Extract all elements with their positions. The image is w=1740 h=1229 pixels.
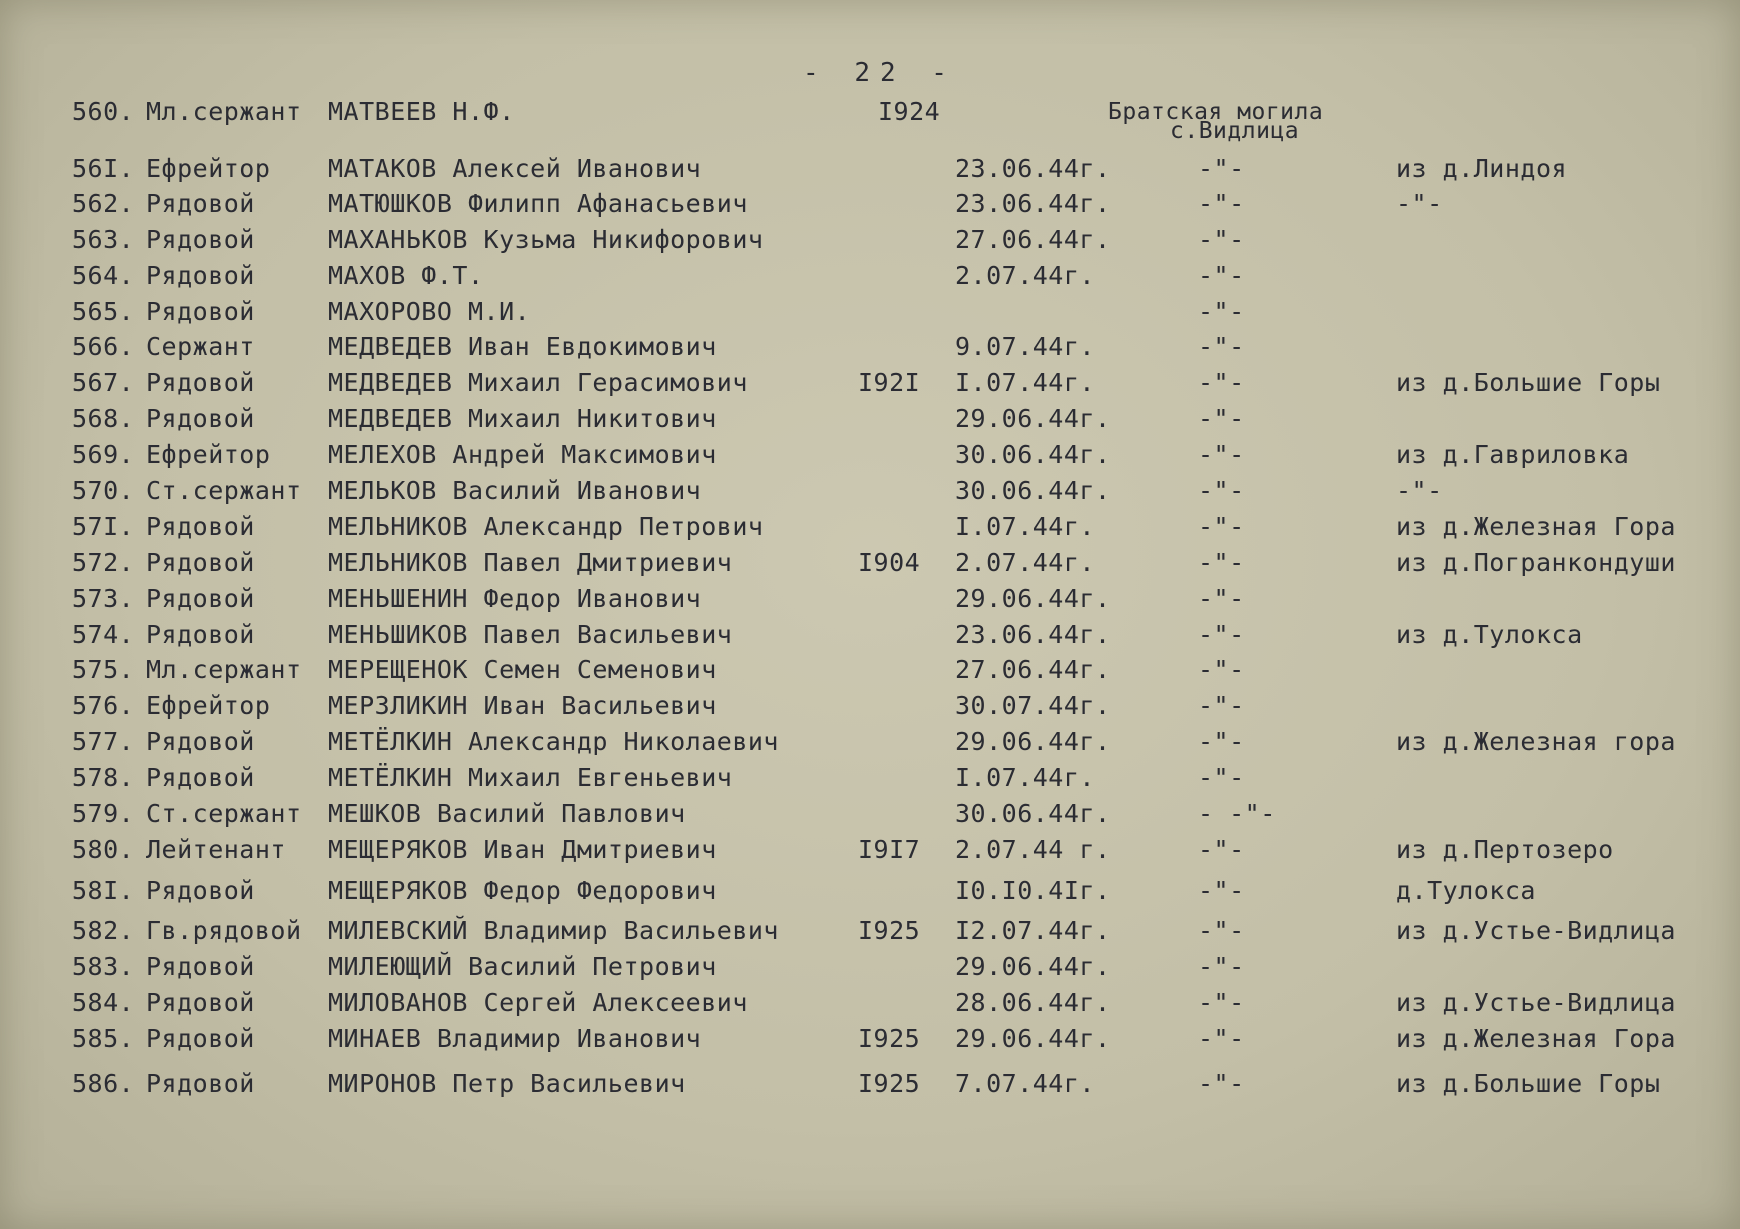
list-item <box>0 366 1740 400</box>
burial-place: -"- <box>1198 988 1245 1017</box>
rank: Рядовой <box>146 368 255 397</box>
death-date: 29.06.44г. <box>955 584 1111 613</box>
list-item <box>0 618 1740 652</box>
death-date: I2.07.44г. <box>955 916 1111 945</box>
birth-year: I9I7 <box>858 835 921 864</box>
full-name: МЕРЗЛИКИН Иван Васильевич <box>328 691 717 720</box>
rank: Сержант <box>146 332 255 361</box>
row-number: 563. <box>72 225 135 254</box>
list-item <box>0 546 1740 580</box>
list-item <box>0 1022 1740 1056</box>
full-name: МЕТЁЛКИН Александр Николаевич <box>328 727 779 756</box>
rank: Ст.сержант <box>146 476 302 505</box>
row-number: 583. <box>72 952 135 981</box>
rank: Рядовой <box>146 189 255 218</box>
row-number: 586. <box>72 1069 135 1098</box>
burial-place: -"- <box>1198 512 1245 541</box>
grave-header-line2: с.Видлица <box>1170 118 1300 144</box>
burial-place: -"- <box>1198 297 1245 326</box>
death-date: 23.06.44г. <box>955 620 1111 649</box>
birth-year: I925 <box>858 1069 921 1098</box>
death-date: 30.07.44г. <box>955 691 1111 720</box>
row-number: 580. <box>72 835 135 864</box>
rank: Рядовой <box>146 584 255 613</box>
rank: Рядовой <box>146 297 255 326</box>
death-date: 23.06.44г. <box>955 154 1111 183</box>
origin-place: из д.Гавриловка <box>1396 440 1630 469</box>
row-number: 582. <box>72 916 135 945</box>
burial-place: -"- <box>1198 655 1245 684</box>
death-date: 29.06.44г. <box>955 404 1111 433</box>
full-name: МАХАНЬКОВ Кузьма Никифорович <box>328 225 764 254</box>
rank: Рядовой <box>146 876 255 905</box>
burial-place: -"- <box>1198 916 1245 945</box>
list-item <box>0 152 1740 186</box>
rank: Ст.сержант <box>146 799 302 828</box>
full-name: МЕРЕЩЕНОК Семен Семенович <box>328 655 717 684</box>
burial-place: -"- <box>1198 691 1245 720</box>
full-name: МАХОРОВО М.И. <box>328 297 531 326</box>
list-item <box>0 761 1740 795</box>
burial-place: -"- <box>1198 1024 1245 1053</box>
burial-place: -"- <box>1198 620 1245 649</box>
full-name: МИЛОВАНОВ Сергей Алексеевич <box>328 988 748 1017</box>
page-number: - 22 - <box>803 58 957 88</box>
rank: Рядовой <box>146 548 255 577</box>
row-number: 566. <box>72 332 135 361</box>
full-name: МЕШКОВ Василий Павлович <box>328 799 686 828</box>
row-number: 56I. <box>72 154 135 183</box>
rank: Рядовой <box>146 225 255 254</box>
death-date: 27.06.44г. <box>955 655 1111 684</box>
rank: Ефрейтор <box>146 440 271 469</box>
origin-place: из д.Устье-Видлица <box>1396 988 1676 1017</box>
death-date: 27.06.44г. <box>955 225 1111 254</box>
row-number: 575. <box>72 655 135 684</box>
list-item <box>0 725 1740 759</box>
death-date: 2.07.44г. <box>955 261 1095 290</box>
list-item <box>0 653 1740 687</box>
row-number: 578. <box>72 763 135 792</box>
row-number: 584. <box>72 988 135 1017</box>
death-date: I0.I0.4Iг. <box>955 876 1111 905</box>
death-date: 9.07.44г. <box>955 332 1095 361</box>
full-name: МИЛЕЮЩИЙ Василий Петрович <box>328 952 717 981</box>
list-item <box>0 689 1740 723</box>
burial-place: -"- <box>1198 548 1245 577</box>
rank: Ефрейтор <box>146 154 271 183</box>
full-name: МАХОВ Ф.Т. <box>328 261 484 290</box>
birth-year: I904 <box>858 548 921 577</box>
row-number: 57I. <box>72 512 135 541</box>
death-date: 30.06.44г. <box>955 476 1111 505</box>
list-item <box>0 223 1740 257</box>
full-name: МИРОНОВ Петр Васильевич <box>328 1069 686 1098</box>
burial-place: -"- <box>1198 332 1245 361</box>
list-item <box>0 295 1740 329</box>
burial-place: -"- <box>1198 225 1245 254</box>
rank: Лейтенант <box>146 835 286 864</box>
row-number: 569. <box>72 440 135 469</box>
list-item <box>0 986 1740 1020</box>
full-name: МЕДВЕДЕВ Михаил Никитович <box>328 404 717 433</box>
burial-place: -"- <box>1198 876 1245 905</box>
death-date: I.07.44г. <box>955 512 1095 541</box>
full-name: МЕНЬШИКОВ Павел Васильевич <box>328 620 733 649</box>
origin-place: из д.Железная гора <box>1396 727 1676 756</box>
full-name: МЕЛЬНИКОВ Александр Петрович <box>328 512 764 541</box>
full-name: МЕДВЕДЕВ Михаил Герасимович <box>328 368 748 397</box>
row-number: 576. <box>72 691 135 720</box>
list-item <box>0 950 1740 984</box>
row-number: 565. <box>72 297 135 326</box>
burial-place: -"- <box>1198 584 1245 613</box>
burial-place: -"- <box>1198 154 1245 183</box>
rank: Рядовой <box>146 952 255 981</box>
rank: Рядовой <box>146 404 255 433</box>
burial-place: -"- <box>1198 261 1245 290</box>
origin-place: д.Тулокса <box>1396 876 1536 905</box>
burial-place: -"- <box>1198 440 1245 469</box>
row-number: 570. <box>72 476 135 505</box>
full-name: МЕНЬШЕНИН Федор Иванович <box>328 584 702 613</box>
origin-place: из д.Большие Горы <box>1396 1069 1661 1098</box>
full-name: МЕТЁЛКИН Михаил Евгеньевич <box>328 763 733 792</box>
birth-year: I924 <box>878 97 941 126</box>
origin-place: из д.Погранкондуши <box>1396 548 1676 577</box>
origin-place: из д.Железная Гора <box>1396 512 1676 541</box>
list-item <box>0 474 1740 508</box>
death-date: 30.06.44г. <box>955 799 1111 828</box>
burial-place: -"- <box>1198 1069 1245 1098</box>
burial-place: -"- <box>1198 368 1245 397</box>
row-number: 572. <box>72 548 135 577</box>
rank: Рядовой <box>146 261 255 290</box>
burial-place: -"- <box>1198 189 1245 218</box>
rank: Мл.сержант <box>146 655 302 684</box>
birth-year: I925 <box>858 916 921 945</box>
origin-place: из д.Большие Горы <box>1396 368 1661 397</box>
full-name: МЕДВЕДЕВ Иван Евдокимович <box>328 332 717 361</box>
full-name: МЕЩЕРЯКОВ Федор Федорович <box>328 876 717 905</box>
list-item <box>0 914 1740 948</box>
rank: Рядовой <box>146 727 255 756</box>
death-date: 2.07.44г. <box>955 548 1095 577</box>
origin-place: -"- <box>1396 476 1443 505</box>
row-number: 58I. <box>72 876 135 905</box>
death-date: 29.06.44г. <box>955 727 1111 756</box>
rank: Рядовой <box>146 1069 255 1098</box>
list-item <box>0 330 1740 364</box>
grave-header-line1: Братская могила <box>1108 99 1324 125</box>
burial-place: -"- <box>1198 835 1245 864</box>
row-number: 560. <box>72 97 135 126</box>
full-name: МИЛЕВСКИЙ Владимир Васильевич <box>328 916 779 945</box>
full-name: МАТЮШКОВ Филипп Афанасьевич <box>328 189 748 218</box>
burial-place: -"- <box>1198 763 1245 792</box>
birth-year: I92I <box>858 368 921 397</box>
full-name: МЕЩЕРЯКОВ Иван Дмитриевич <box>328 835 717 864</box>
row-number: 574. <box>72 620 135 649</box>
death-date: 2.07.44 г. <box>955 835 1111 864</box>
list-item <box>0 187 1740 221</box>
list-item <box>0 1067 1740 1101</box>
row-number: 567. <box>72 368 135 397</box>
origin-place: из д.Пертозеро <box>1396 835 1614 864</box>
death-date: 29.06.44г. <box>955 952 1111 981</box>
rank: Рядовой <box>146 763 255 792</box>
burial-place: - -"- <box>1198 799 1276 828</box>
full-name: МЕЛЬНИКОВ Павел Дмитриевич <box>328 548 733 577</box>
burial-place: -"- <box>1198 404 1245 433</box>
row-number: 568. <box>72 404 135 433</box>
death-date: 7.07.44г. <box>955 1069 1095 1098</box>
rank: Рядовой <box>146 1024 255 1053</box>
death-date: I.07.44г. <box>955 763 1095 792</box>
row-number: 562. <box>72 189 135 218</box>
row-number: 573. <box>72 584 135 613</box>
list-item <box>0 438 1740 472</box>
burial-place: -"- <box>1198 476 1245 505</box>
list-item <box>0 874 1740 908</box>
row-number: 564. <box>72 261 135 290</box>
list-item <box>0 510 1740 544</box>
list-item <box>0 797 1740 831</box>
row-number: 579. <box>72 799 135 828</box>
full-name: МАТВЕЕВ Н.Ф. <box>328 97 515 126</box>
origin-place: из д.Тулокса <box>1396 620 1583 649</box>
list-item <box>0 582 1740 616</box>
full-name: МИНАЕВ Владимир Иванович <box>328 1024 702 1053</box>
burial-place: -"- <box>1198 952 1245 981</box>
rank: Рядовой <box>146 620 255 649</box>
death-date: 29.06.44г. <box>955 1024 1111 1053</box>
list-item <box>0 833 1740 867</box>
full-name: МАТАКОВ Алексей Иванович <box>328 154 702 183</box>
rank: Рядовой <box>146 512 255 541</box>
death-date: I.07.44г. <box>955 368 1095 397</box>
origin-place: из д.Устье-Видлица <box>1396 916 1676 945</box>
list-item <box>0 259 1740 293</box>
list-item <box>0 402 1740 436</box>
death-date: 30.06.44г. <box>955 440 1111 469</box>
origin-place: -"- <box>1396 189 1443 218</box>
birth-year: I925 <box>858 1024 921 1053</box>
full-name: МЕЛЬКОВ Василий Иванович <box>328 476 702 505</box>
burial-place: -"- <box>1198 727 1245 756</box>
rank: Гв.рядовой <box>146 916 302 945</box>
rank: Ефрейтор <box>146 691 271 720</box>
origin-place: из д.Линдоя <box>1396 154 1568 183</box>
death-date: 23.06.44г. <box>955 189 1111 218</box>
origin-place: из д.Железная Гора <box>1396 1024 1676 1053</box>
rank: Мл.сержант <box>146 97 302 126</box>
row-number: 585. <box>72 1024 135 1053</box>
row-number: 577. <box>72 727 135 756</box>
death-date: 28.06.44г. <box>955 988 1111 1017</box>
full-name: МЕЛЕХОВ Андрей Максимович <box>328 440 717 469</box>
rank: Рядовой <box>146 988 255 1017</box>
